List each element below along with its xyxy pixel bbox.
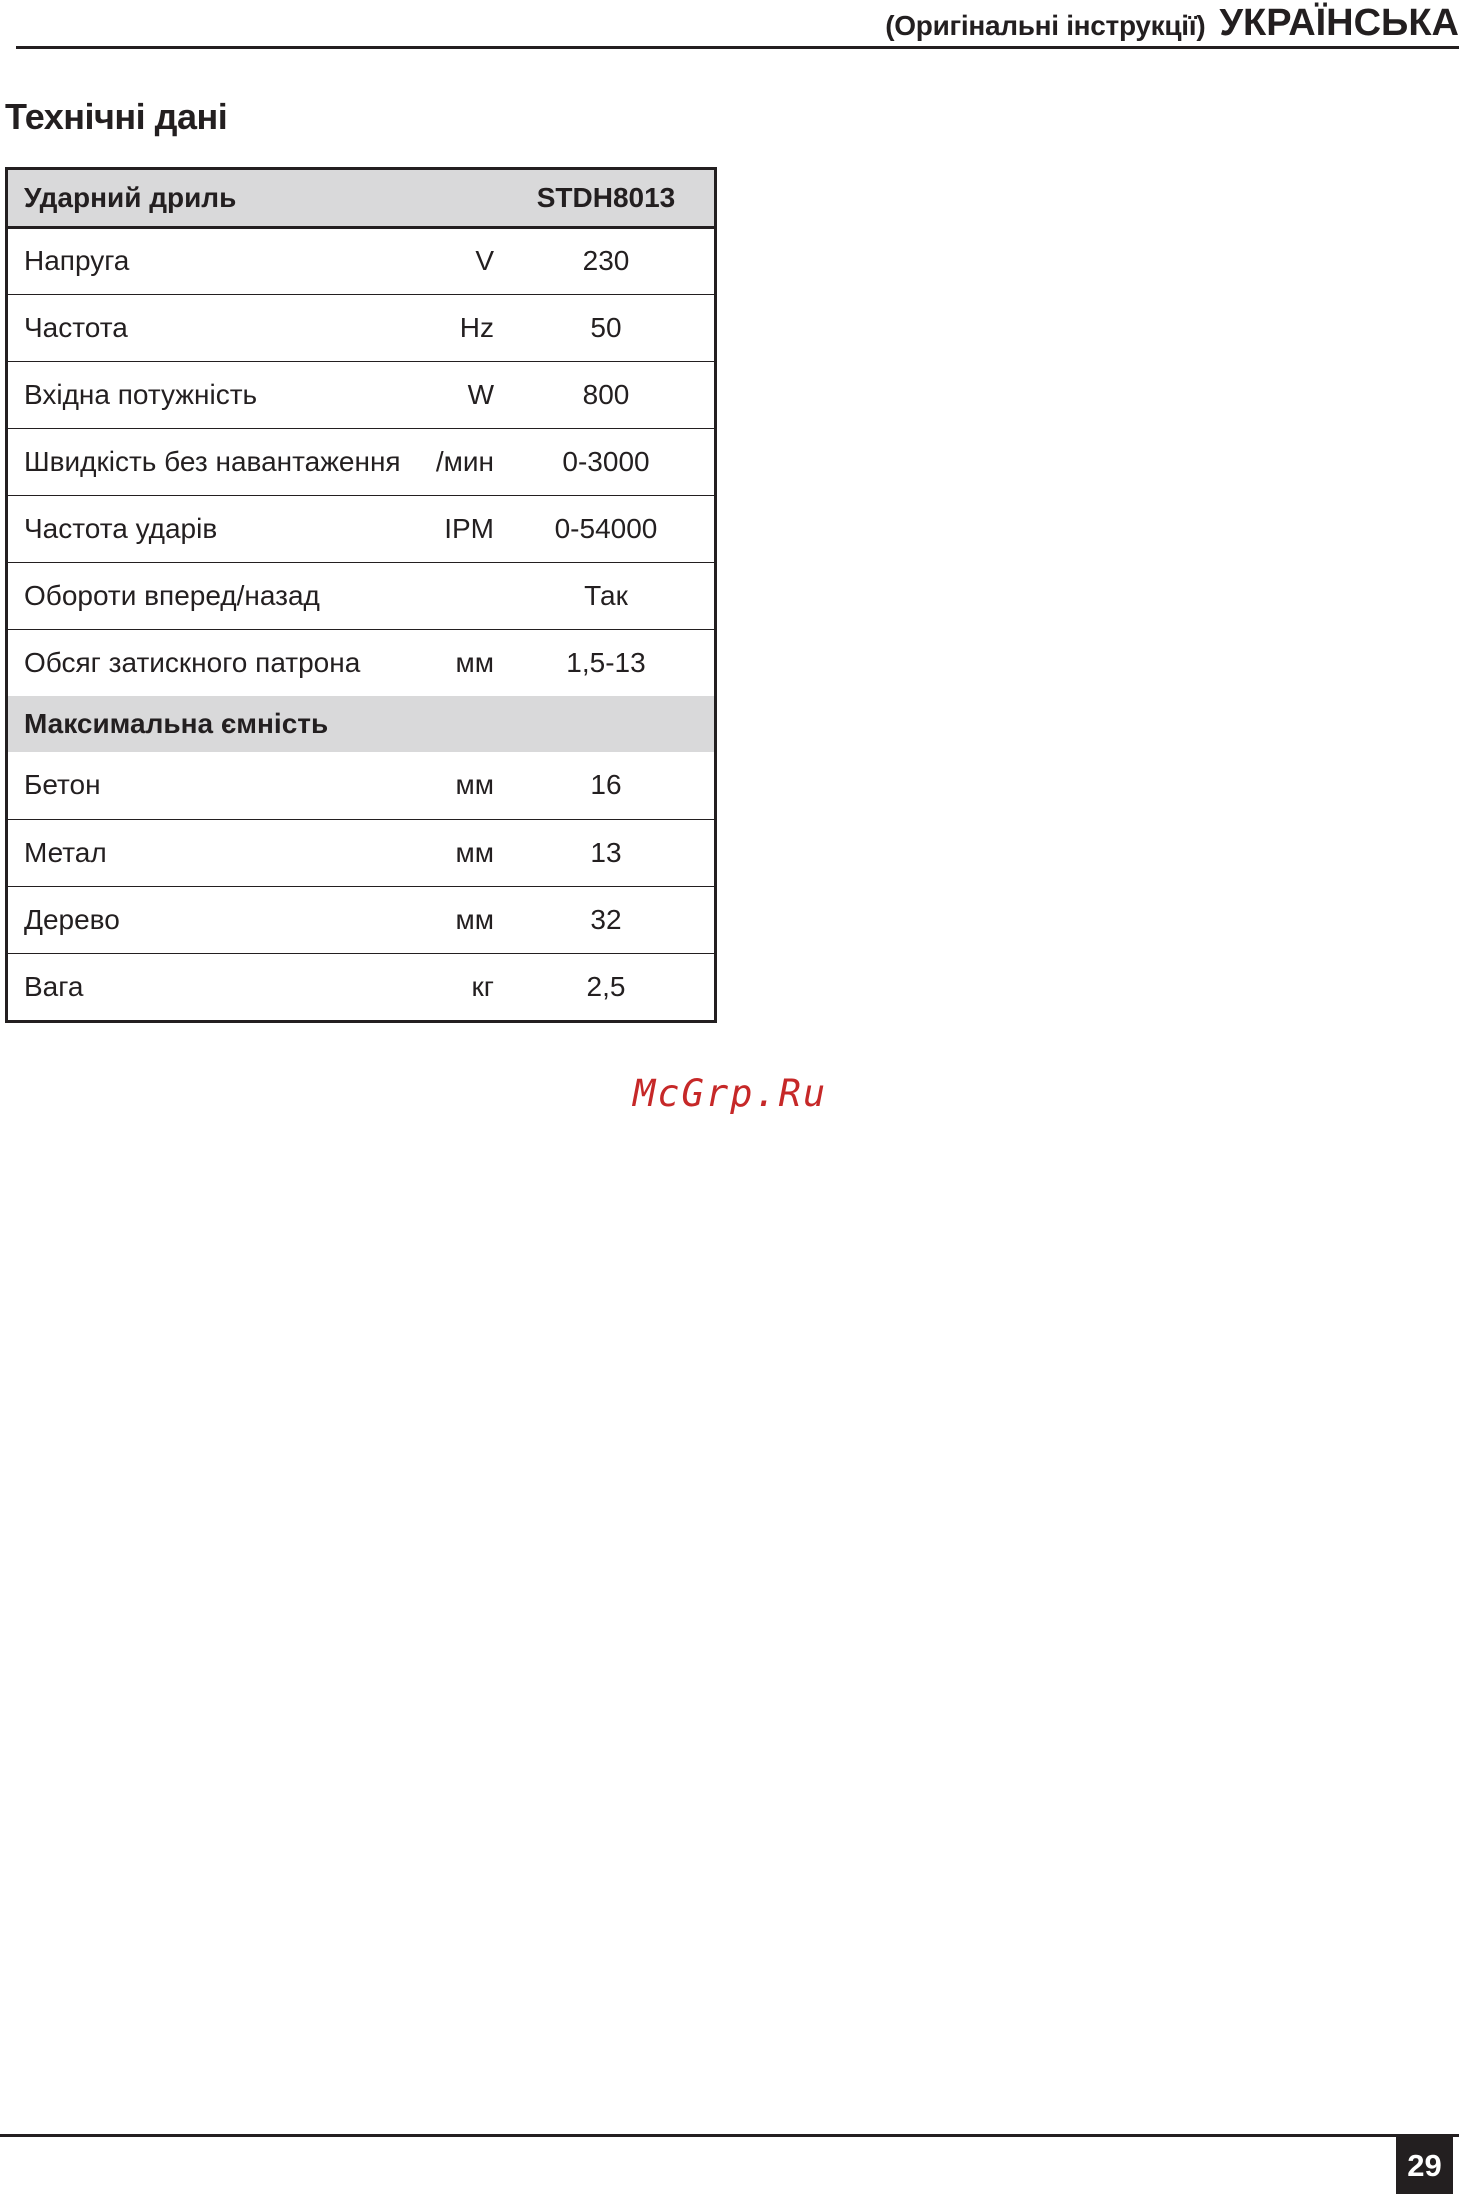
capacity-section-row bbox=[8, 696, 714, 752]
table-row bbox=[8, 819, 714, 886]
row-label: Швидкість без навантаження bbox=[24, 445, 401, 477]
row-label: Вага bbox=[24, 970, 84, 1002]
table-row bbox=[8, 294, 714, 361]
row-label: Вхідна потужність bbox=[24, 378, 258, 410]
table-row bbox=[8, 495, 714, 562]
row-unit: /мин bbox=[435, 445, 494, 477]
row-unit: W bbox=[467, 378, 494, 410]
table-header-model: STDH8013 bbox=[536, 181, 676, 213]
row-value: 2,5 bbox=[586, 970, 626, 1002]
row-value: 0-54000 bbox=[554, 512, 658, 544]
table-row bbox=[8, 953, 714, 1020]
row-label: Обсяг затискного патрона bbox=[24, 646, 361, 678]
row-label: Обороти вперед/назад bbox=[24, 579, 320, 611]
watermark: McGrp.Ru bbox=[633, 1072, 828, 1115]
table-row bbox=[8, 886, 714, 953]
capacity-heading: Максимальна ємність bbox=[24, 708, 329, 739]
row-unit: мм bbox=[455, 646, 494, 678]
section-title: Технічні дані bbox=[5, 96, 228, 137]
row-unit: Hz bbox=[459, 311, 494, 343]
table-header-label: Ударний дриль bbox=[24, 181, 237, 213]
table-row bbox=[8, 752, 714, 819]
row-value: 16 bbox=[590, 769, 622, 801]
row-label: Частота bbox=[24, 311, 128, 343]
row-unit: V bbox=[475, 245, 494, 276]
row-unit: мм bbox=[455, 769, 494, 801]
table-row bbox=[8, 428, 714, 495]
table-row bbox=[8, 629, 714, 696]
footer-divider bbox=[0, 2134, 1459, 2137]
row-value: 50 bbox=[590, 311, 622, 343]
table-row bbox=[8, 227, 714, 294]
row-value: 13 bbox=[590, 836, 622, 868]
row-value: 230 bbox=[582, 245, 630, 276]
row-unit: мм bbox=[455, 836, 494, 868]
table-row bbox=[8, 361, 714, 428]
specifications-table bbox=[5, 167, 717, 1023]
row-label: Дерево bbox=[24, 903, 120, 935]
header-text bbox=[885, 2, 1459, 45]
row-label: Напруга bbox=[24, 245, 130, 276]
row-unit: IPM bbox=[444, 512, 494, 544]
row-value: 32 bbox=[590, 903, 622, 935]
row-value: 800 bbox=[582, 378, 630, 410]
row-label: Бетон bbox=[24, 769, 101, 801]
table-row bbox=[8, 562, 714, 629]
table-header-unit bbox=[414, 170, 498, 227]
row-label: Метал bbox=[24, 836, 107, 868]
header-divider bbox=[16, 46, 1459, 49]
page-header bbox=[0, 0, 1459, 50]
row-unit: кг bbox=[471, 970, 494, 1002]
row-value: Так bbox=[584, 579, 628, 611]
header-language: УКРАЇНСЬКА bbox=[1219, 2, 1459, 44]
row-value: 1,5-13 bbox=[566, 646, 646, 678]
row-unit: мм bbox=[455, 903, 494, 935]
page-number: 29 bbox=[1396, 2137, 1453, 2194]
row-label: Частота ударів bbox=[24, 512, 218, 544]
row-unit bbox=[414, 562, 498, 629]
header-subtitle: (Оригінальні інструкції) bbox=[885, 10, 1206, 41]
row-value: 0-3000 bbox=[562, 445, 650, 477]
table-header-row bbox=[8, 170, 714, 227]
